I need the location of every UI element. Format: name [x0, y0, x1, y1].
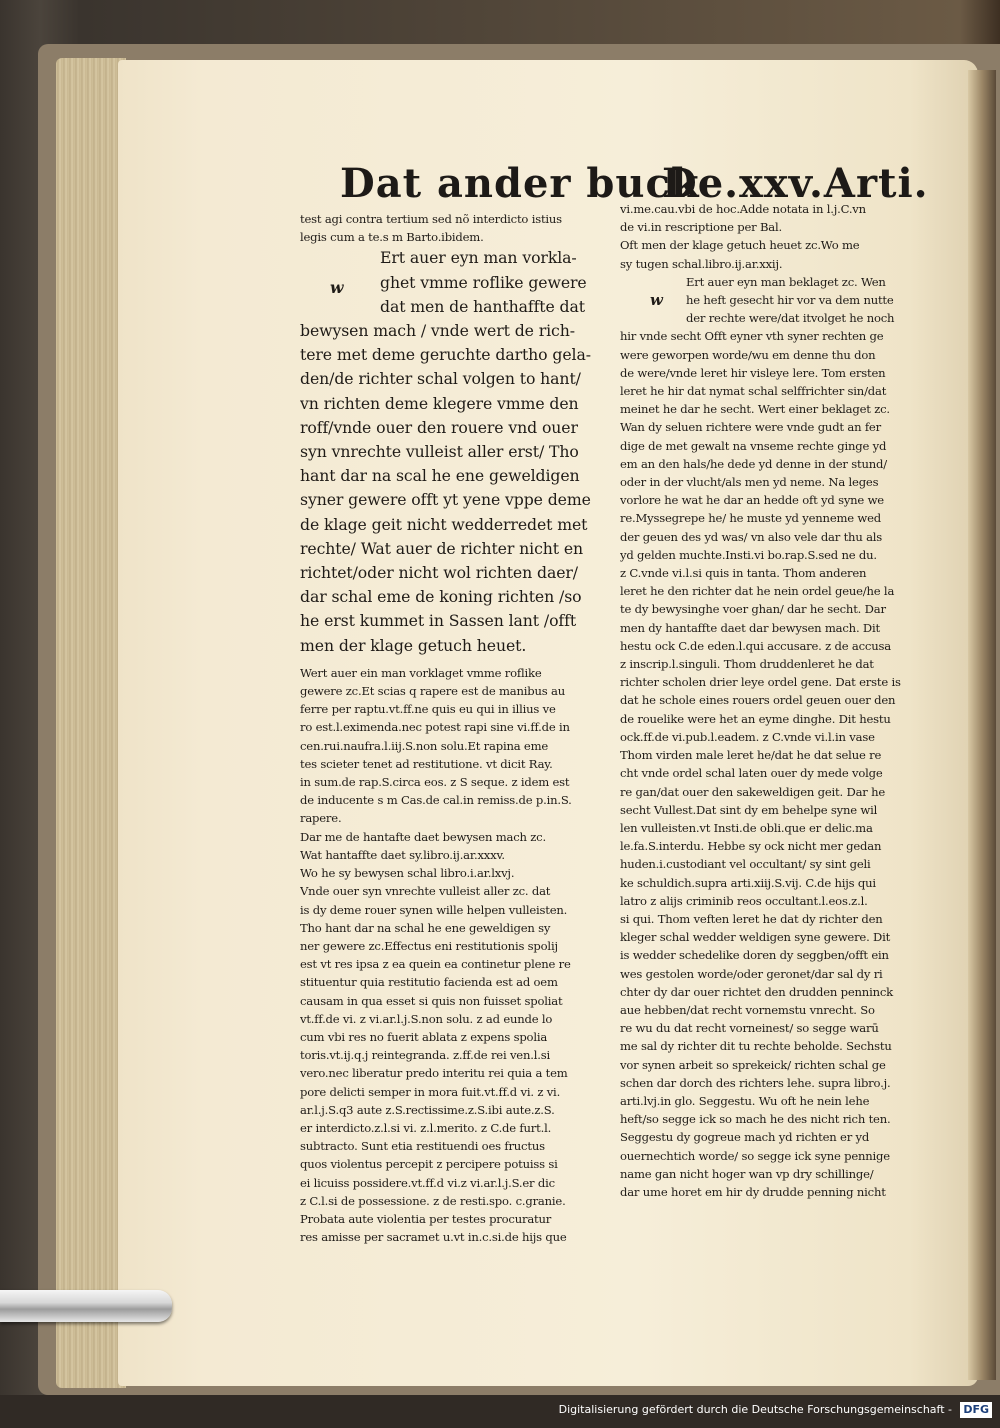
gloss-line: er interdicto.z.l.si vi. z.l.merito. z C.de furt.l. — [300, 1120, 552, 1135]
gloss-line: vero.nec liberatur predo interitu rei quia a tem — [300, 1066, 568, 1081]
gloss-line: latro z alijs criminib reos occultant.l.eos.z.l. — [620, 893, 868, 908]
gloss-line: quos violentus percepit z percipere potuiss si — [300, 1157, 558, 1172]
gloss-line: vor synen arbeit so sprekeick/ richten schal ge — [620, 1057, 886, 1072]
right-intro-block — [620, 200, 932, 273]
gloss-line: cen.rui.naufra.l.iij.S.non solu.Et rapina eme — [300, 738, 549, 753]
gloss-line: Wat hantaffte daet sy.libro.ij.ar.xxxv. — [300, 847, 505, 862]
gloss-line: de inducente s m Cas.de cal.in remiss.de p.in.S. — [300, 793, 572, 808]
text-line: dat men de hanthaffte dat — [380, 296, 585, 316]
right-column — [620, 200, 932, 1201]
left-initial-block — [300, 246, 612, 319]
gloss-line: dar ume horet em hir dy drudde penning nicht — [620, 1184, 886, 1199]
gloss-line: z C.vnde vi.l.si quis in tanta. Thom anderen — [620, 566, 867, 581]
right-initial-block — [620, 273, 932, 328]
gloss-line: le.fa.S.interdu. Hebbe sy ock nicht mer gedan — [620, 839, 882, 854]
gloss-line: si qui. Thom veften leret he dat dy richter den — [620, 911, 883, 926]
gloss-line: re gan/dat ouer den sakeweldigen geit. Dar he — [620, 784, 886, 799]
gloss-line: me sal dy richter dit tu rechte beholde. Sechstu — [620, 1039, 892, 1054]
right-body-block — [620, 327, 932, 1201]
gloss-line: ferre per raptu.vt.ff.ne quis eu qui in illius ve — [300, 702, 556, 717]
gloss-line: de vi.in rescriptione per Bal. — [620, 220, 782, 235]
gloss-line: res amisse per sacramet u.vt in.c.si.de hijs que — [300, 1230, 567, 1245]
gloss-line: len vulleisten.vt Insti.de obli.que er delic.ma — [620, 820, 873, 835]
left-initial-letter: w — [330, 278, 344, 298]
gloss-line: rapere. — [300, 811, 342, 826]
gloss-line: ke schuldich.supra arti.xiij.S.vij. C.de hijs qui — [620, 875, 876, 890]
footer-credit: Digitalisierung gefördert durch die Deutsche Forschungsgemeinschaft - — [558, 1403, 952, 1416]
gloss-line: oder in der vlucht/als men yd neme. Na leges — [620, 475, 879, 490]
gloss-line: is dy deme rouer synen wille helpen vulleisten. — [300, 902, 568, 917]
gloss-line: Probata aute violentia per testes procuratur — [300, 1211, 552, 1226]
gloss-line: sy tugen schal.libro.ij.ar.xxij. — [620, 256, 783, 271]
page-edges — [56, 58, 126, 1388]
gloss-line: leret he hir dat nymat schal selffrichter sin/dat — [620, 384, 887, 399]
gloss-line: schen dar dorch des richters lehe. supra libro.j. — [620, 1075, 891, 1090]
gloss-line: stituentur quia restitutio facienda est ad oem — [300, 975, 558, 990]
gloss-line: ouernechtich worde/ so segge ick syne pennige — [620, 1148, 890, 1163]
gloss-line: est vt res ipsa z ea quein ea continetur plene re — [300, 957, 571, 972]
gloss-line: kleger schal wedder weldigen syne gewere. Dit — [620, 930, 891, 945]
gloss-line: tes scieter tenet ad restitutione. vt dicit Ray. — [300, 756, 553, 771]
text-line: richtet/oder nicht wol richten daer/ — [300, 563, 578, 583]
text-line: roff/vnde ouer den rouere vnd ouer — [300, 417, 578, 437]
gloss-line: re.Myssegrepe he/ he muste yd yenneme wed — [620, 511, 882, 526]
text-line: de klage geit nicht wedderredet met — [300, 514, 588, 534]
gloss-line: Thom virden male leret he/dat he dat selue re — [620, 748, 882, 763]
gloss-line: secht Vullest.Dat sint dy em behelpe syne wil — [620, 802, 878, 817]
gloss-line: ner gewere zc.Effectus eni restitutionis spolij — [300, 938, 558, 953]
gloss-line: vorlore he wat he dar an hedde oft yd syne we — [620, 493, 884, 508]
right-initial-letter: w — [650, 290, 663, 309]
gloss-line: in sum.de rap.S.circa eos. z S seque. z idem est — [300, 775, 570, 790]
book-gutter — [968, 70, 996, 1380]
dfg-logo: DFG — [960, 1402, 992, 1418]
gloss-line: gewere zc.Et scias q rapere est de manibus au — [300, 684, 565, 699]
gloss-line: yd gelden muchte.Insti.vi bo.rap.S.sed ne du. — [620, 547, 877, 562]
gloss-line: ock.ff.de vi.pub.l.eadem. z C.vnde vi.l.in vase — [620, 729, 875, 744]
text-line: den/de richter schal volgen to hant/ — [300, 369, 581, 389]
text-line: Ert auer eyn man vorkla- — [380, 248, 577, 268]
text-line: tere met deme geruchte dartho gela- — [300, 345, 591, 365]
gloss-line: dige de met gewalt na vnseme rechte ginge yd — [620, 438, 887, 453]
gloss-line: chter dy dar ouer richtet den drudden penninck — [620, 984, 893, 999]
gloss-line: were geworpen worde/wu em denne thu don — [620, 347, 876, 362]
left-gloss-block — [300, 664, 612, 1247]
gloss-line: cum vbi res no fuerit ablata z expens spolia — [300, 1029, 548, 1044]
gloss-line: vt.ff.de vi. z vi.ar.l.j.S.non solu. z ad eunde lo — [300, 1011, 553, 1026]
footer-bar — [0, 1395, 1000, 1428]
text-line: vn richten deme klegere vmme den — [300, 393, 579, 413]
gloss-line: toris.vt.ij.q.j reintegranda. z.ff.de rei ven.l.si — [300, 1048, 550, 1063]
gloss-line: pore delicti semper in mora fuit.vt.ff.d vi. z vi. — [300, 1084, 561, 1099]
gloss-line: hestu ock C.de eden.l.qui accusare. z de accusa — [620, 638, 891, 653]
left-intro-block — [300, 210, 612, 246]
text-line: legis cum a te.s m Barto.ibidem. — [300, 230, 484, 245]
gloss-line: richter scholen drier leye ordel gene. Dat erste is — [620, 675, 901, 690]
gloss-line: z C.l.si de possessione. z de resti.spo. c.granie. — [300, 1193, 566, 1208]
book-holder-strap — [0, 1290, 172, 1322]
gloss-line: men dy hantaffte daet dar bewysen mach. Dit — [620, 620, 880, 635]
text-line: syn vnrechte vulleist aller erst/ Tho — [300, 442, 579, 462]
text-line: men der klage getuch heuet. — [300, 635, 527, 655]
gloss-line: Wo he sy bewysen schal libro.i.ar.lxvj. — [300, 866, 515, 881]
gloss-line: causam in qua esset si quis non fuisset spoliat — [300, 993, 563, 1008]
left-main-paragraph — [300, 319, 612, 658]
gloss-line: subtracto. Sunt etia restituendi oes fructus — [300, 1139, 545, 1154]
gloss-line: ar.l.j.S.q3 aute z.S.rectissime.z.S.ibi aute.z.S. — [300, 1102, 555, 1117]
gloss-line: der geuen des yd was/ vn also vele dar thu als — [620, 529, 883, 544]
gloss-line: he heft gesecht hir vor va dem nutte — [686, 293, 894, 308]
gloss-line: ei licuiss possidere.vt.ff.d vi.z vi.ar.l.j.S.er dic — [300, 1175, 555, 1190]
text-line: dar schal eme de koning richten /so — [300, 587, 582, 607]
gloss-line: Oft men der klage getuch heuet zc.Wo me — [620, 238, 860, 253]
gloss-line: te dy bewysinghe voer ghan/ dar he secht. Dar — [620, 602, 886, 617]
gloss-line: leret he den richter dat he nein ordel geue/he la — [620, 584, 895, 599]
gloss-line: ro est.l.eximenda.nec potest rapi sine vi.ff.de in — [300, 720, 570, 735]
gloss-line: Wan dy seluen richtere were vnde gudt an fer — [620, 420, 881, 435]
text-line: bewysen mach / vnde wert de rich- — [300, 321, 575, 341]
gloss-line: arti.lvj.in glo. Seggestu. Wu oft he nein lehe — [620, 1093, 870, 1108]
gloss-line: z inscrip.l.singuli. Thom druddenleret he dat — [620, 657, 874, 672]
gloss-line: dat he schole eines rouers ordel geuen ouer den — [620, 693, 896, 708]
gloss-line: cht vnde ordel schal laten ouer dy mede volge — [620, 766, 883, 781]
gloss-line: de were/vnde leret hir visleye lere. Tom ersten — [620, 365, 886, 380]
gloss-line: meinet he dar he secht. Wert einer beklaget zc. — [620, 402, 890, 417]
gloss-line: Seggestu dy gogreue mach yd richten er yd — [620, 1130, 870, 1145]
gloss-line: wes gestolen worde/oder geronet/dar sal dy ri — [620, 966, 883, 981]
gloss-line: em an den hals/he dede yd denne in der stund/ — [620, 456, 887, 471]
text-line: test agi contra tertium sed nõ interdicto istius — [300, 212, 562, 226]
text-line: hant dar na scal he ene geweldigen — [300, 466, 580, 486]
gloss-line: der rechte were/dat itvolget he noch — [686, 311, 895, 326]
gloss-line: Ert auer eyn man beklaget zc. Wen — [686, 274, 886, 289]
gloss-line: is wedder schedelike doren dy seggben/offt ein — [620, 948, 889, 963]
gloss-line: Wert auer ein man vorklaget vmme roflike — [300, 665, 542, 680]
gloss-line: Dar me de hantafte daet bewysen mach zc. — [300, 829, 546, 844]
text-line: he erst kummet in Sassen lant /offt — [300, 611, 577, 631]
text-line: rechte/ Wat auer de richter nicht en — [300, 538, 584, 558]
gloss-line: vi.me.cau.vbi de hoc.Adde notata in l.j.C.vn — [620, 202, 866, 216]
gloss-line: heft/so segge ick so mach he des nicht rich ten. — [620, 1112, 891, 1127]
gloss-line: name gan nicht hoger wan vp dry schillinge/ — [620, 1166, 874, 1181]
gloss-line: Tho hant dar na schal he ene geweldigen sy — [300, 920, 551, 935]
running-header-left: Dat ander buck — [340, 160, 700, 207]
gloss-line: huden.i.custodiant vel occultant/ sy sint geli — [620, 857, 871, 872]
gloss-line: aue hebben/dat recht vornemstu vnrecht. So — [620, 1002, 875, 1017]
gloss-line: Vnde ouer syn vnrechte vulleist aller zc. dat — [300, 884, 551, 899]
left-column — [300, 210, 612, 1246]
gloss-line: hir vnde secht Offt eyner vth syner rechten ge — [620, 329, 884, 344]
gloss-line: de rouelike were het an eyme dinghe. Dit hestu — [620, 711, 891, 726]
text-line: ghet vmme roflike gewere — [380, 272, 587, 292]
text-line: syner gewere offt yt yene vppe deme — [300, 490, 591, 510]
running-header-right: De.xxv.Arti. — [662, 160, 929, 207]
gloss-line: re wu du dat recht vorneinest/ so segge warū — [620, 1021, 879, 1036]
